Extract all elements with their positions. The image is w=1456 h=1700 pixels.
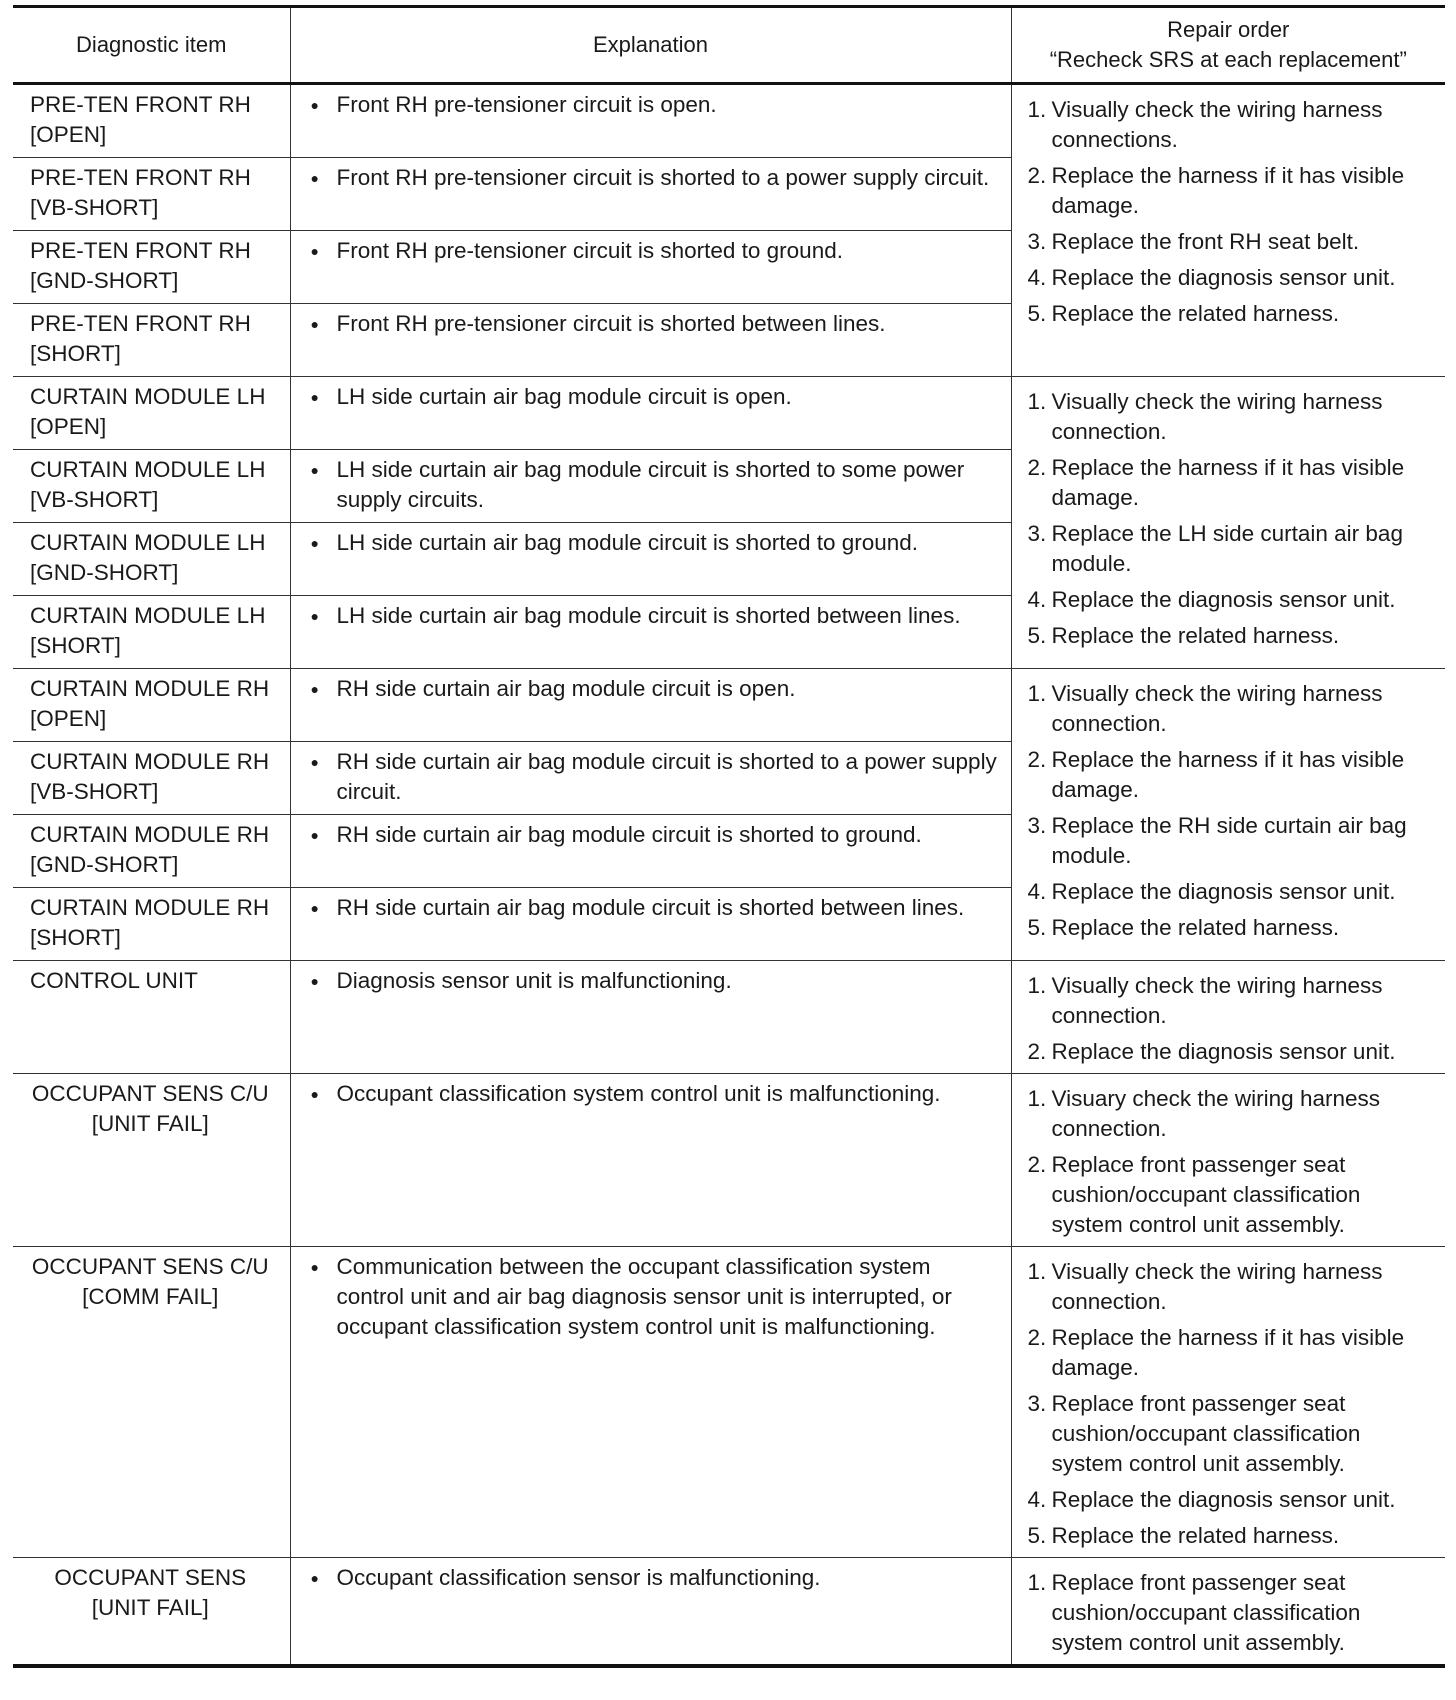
repair-order-cell (1011, 1074, 1445, 1247)
repair-step (1028, 745, 1438, 805)
repair-step-text: Visuary check the wiring harness connection. (1051, 1086, 1380, 1141)
repair-step-number: 1. (1027, 389, 1047, 414)
table-row (13, 377, 1445, 450)
bullet-icon: ● (310, 1259, 319, 1275)
repair-step-number: 2. (1027, 1325, 1047, 1350)
explanation-text: RH side curtain air bag module circuit is shorted to a power supply circuit. (336, 749, 997, 804)
header-repair-note: “Recheck SRS at each replacement” (1049, 47, 1407, 72)
bullet-icon: ● (310, 535, 319, 551)
explanation-bullet (311, 820, 1003, 850)
repair-step (1028, 971, 1438, 1031)
header-diagnostic-item: Diagnostic item (13, 7, 290, 84)
repair-step (1028, 387, 1438, 447)
repair-step-text: Visually check the wiring harness connection. (1051, 973, 1383, 1028)
repair-step (1028, 227, 1438, 257)
table-row (13, 1074, 1445, 1247)
repair-order-cell (1011, 961, 1445, 1074)
bullet-icon: ● (310, 754, 319, 770)
repair-step-number: 1. (1027, 1086, 1047, 1111)
repair-step-number: 1. (1027, 1259, 1047, 1284)
diagnostic-item-cell (13, 596, 290, 669)
diagnostic-item-code: [OPEN] (30, 706, 107, 731)
diagnostic-item-cell (13, 1074, 290, 1247)
header-explanation: Explanation (290, 7, 1011, 84)
repair-step-number: 5. (1027, 623, 1047, 648)
repair-step (1028, 1037, 1438, 1067)
repair-step-text: Visually check the wiring harness connection. (1051, 1259, 1383, 1314)
diagnostic-table-page (13, 5, 1445, 1668)
repair-step-number: 1. (1027, 1570, 1047, 1595)
explanation-cell (290, 1247, 1011, 1558)
explanation-cell (290, 815, 1011, 888)
header-repair-order (1011, 7, 1445, 84)
explanation-text: Communication between the occupant classification system control unit and air bag diagnosis sensor unit is interrupted, or occupant classification system control unit is malfunctioning. (336, 1254, 952, 1339)
repair-step-text: Replace front passenger seat cushion/occupant classification system control unit assembly. (1051, 1570, 1361, 1655)
explanation-cell (290, 961, 1011, 1074)
explanation-cell (290, 888, 1011, 961)
repair-step (1028, 453, 1438, 513)
bullet-icon: ● (310, 973, 319, 989)
bullet-icon: ● (310, 900, 319, 916)
explanation-bullet (311, 528, 1003, 558)
explanation-bullet (311, 309, 1003, 339)
explanation-cell (290, 450, 1011, 523)
explanation-text: Front RH pre-tensioner circuit is shorted between lines. (336, 311, 886, 336)
diagnostic-item-cell (13, 1558, 290, 1667)
explanation-bullet (311, 90, 1003, 120)
bullet-icon: ● (310, 243, 319, 259)
diagnostic-item-code: [SHORT] (30, 341, 121, 366)
repair-step-text: Visually check the wiring harness connection. (1051, 681, 1383, 736)
repair-step-number: 2. (1027, 1152, 1047, 1177)
repair-step (1028, 1257, 1438, 1317)
table-row (13, 961, 1445, 1074)
diagnostic-item-cell (13, 158, 290, 231)
repair-step-number: 3. (1027, 229, 1047, 254)
table-row (13, 669, 1445, 742)
table-body (13, 84, 1445, 1667)
repair-steps-list (1028, 971, 1438, 1067)
table-row (13, 1558, 1445, 1667)
repair-step-text: Visually check the wiring harness connections. (1051, 97, 1383, 152)
explanation-bullet (311, 1079, 1003, 1109)
explanation-cell (290, 1558, 1011, 1667)
diagnostic-item-name: CURTAIN MODULE RH (30, 749, 270, 774)
bullet-icon: ● (310, 1570, 319, 1586)
bullet-icon: ● (310, 1086, 319, 1102)
diagnostic-item-cell (13, 961, 290, 1074)
repair-step-text: Replace the diagnosis sensor unit. (1051, 879, 1396, 904)
explanation-text: RH side curtain air bag module circuit is shorted to ground. (336, 822, 922, 847)
repair-step-text: Replace the diagnosis sensor unit. (1051, 1487, 1396, 1512)
repair-step-text: Replace the harness if it has visible damage. (1051, 163, 1405, 218)
explanation-text: Front RH pre-tensioner circuit is shorted to a power supply circuit. (336, 165, 990, 190)
repair-step (1028, 877, 1438, 907)
repair-step-text: Replace front passenger seat cushion/occupant classification system control unit assembly. (1051, 1391, 1361, 1476)
diagnostic-item-cell (13, 523, 290, 596)
diagnostic-item-cell (13, 815, 290, 888)
diagnostic-item-name: PRE-TEN FRONT RH (30, 165, 251, 190)
repair-order-cell (1011, 1247, 1445, 1558)
diagnostic-item-code: [VB-SHORT] (30, 195, 159, 220)
repair-step-number: 4. (1027, 879, 1047, 904)
explanation-cell (290, 669, 1011, 742)
explanation-bullet (311, 382, 1003, 412)
diagnostic-item-code: [GND-SHORT] (30, 852, 179, 877)
repair-step (1028, 811, 1438, 871)
bullet-icon: ● (310, 681, 319, 697)
explanation-bullet (311, 236, 1003, 266)
bullet-icon: ● (310, 316, 319, 332)
bullet-icon: ● (310, 389, 319, 405)
diagnostic-item-cell (13, 888, 290, 961)
diagnostic-item-code: [VB-SHORT] (30, 487, 159, 512)
explanation-bullet (311, 601, 1003, 631)
repair-step-text: Replace the related harness. (1051, 301, 1340, 326)
diagnostic-item-name: OCCUPANT SENS (54, 1565, 247, 1590)
explanation-bullet (311, 1252, 1003, 1342)
repair-step (1028, 263, 1438, 293)
explanation-bullet (311, 674, 1003, 704)
repair-step (1028, 913, 1438, 943)
diagnostic-item-code: [SHORT] (30, 633, 121, 658)
repair-step-text: Visually check the wiring harness connection. (1051, 389, 1383, 444)
repair-step-number: 2. (1027, 163, 1047, 188)
repair-step (1028, 1084, 1438, 1144)
explanation-text: RH side curtain air bag module circuit is open. (336, 676, 796, 701)
repair-step-number: 3. (1027, 813, 1047, 838)
repair-step-text: Replace the diagnosis sensor unit. (1051, 265, 1396, 290)
repair-step-text: Replace the harness if it has visible damage. (1051, 747, 1405, 802)
bullet-icon: ● (310, 608, 319, 624)
explanation-text: LH side curtain air bag module circuit is shorted to some power supply circuits. (336, 457, 965, 512)
repair-step-number: 3. (1027, 521, 1047, 546)
repair-step (1028, 1568, 1438, 1658)
explanation-cell (290, 742, 1011, 815)
repair-step (1028, 1389, 1438, 1479)
diagnostic-item-name: CURTAIN MODULE RH (30, 676, 270, 701)
repair-steps-list (1028, 679, 1438, 943)
diagnostic-item-cell (13, 1247, 290, 1558)
explanation-bullet (311, 455, 1003, 515)
diagnostic-item-cell (13, 377, 290, 450)
diagnostic-item-name: CURTAIN MODULE LH (30, 384, 266, 409)
explanation-cell (290, 596, 1011, 669)
explanation-text: Diagnosis sensor unit is malfunctioning. (336, 968, 732, 993)
explanation-cell (290, 158, 1011, 231)
explanation-text: RH side curtain air bag module circuit is shorted between lines. (336, 895, 965, 920)
diagnostic-item-name: PRE-TEN FRONT RH (30, 92, 251, 117)
diagnostic-item-name: CONTROL UNIT (30, 968, 198, 993)
diagnostic-item-code: [UNIT FAIL] (91, 1595, 209, 1620)
repair-step (1028, 519, 1438, 579)
diagnostic-item-cell (13, 742, 290, 815)
bullet-icon: ● (310, 827, 319, 843)
explanation-text: LH side curtain air bag module circuit is open. (336, 384, 792, 409)
diagnostic-item-name: PRE-TEN FRONT RH (30, 311, 251, 336)
explanation-bullet (311, 1563, 1003, 1593)
repair-step (1028, 299, 1438, 329)
diagnostic-item-name: CURTAIN MODULE LH (30, 603, 266, 628)
repair-step-number: 5. (1027, 301, 1047, 326)
diagnostic-item-name: OCCUPANT SENS C/U (31, 1081, 269, 1106)
diagnostic-item-cell (13, 304, 290, 377)
bullet-icon: ● (310, 97, 319, 113)
repair-order-cell (1011, 669, 1445, 961)
diagnostic-item-code: [OPEN] (30, 414, 107, 439)
explanation-cell (290, 1074, 1011, 1247)
repair-step-number: 2. (1027, 747, 1047, 772)
repair-step-text: Replace the diagnosis sensor unit. (1051, 587, 1396, 612)
explanation-bullet (311, 893, 1003, 923)
repair-step (1028, 1485, 1438, 1515)
repair-step-number: 4. (1027, 587, 1047, 612)
diagnostic-item-code: [SHORT] (30, 925, 121, 950)
repair-step-number: 2. (1027, 1039, 1047, 1064)
repair-step (1028, 161, 1438, 221)
repair-step-number: 4. (1027, 265, 1047, 290)
repair-step (1028, 1150, 1438, 1240)
diagnostic-item-name: OCCUPANT SENS C/U (31, 1254, 269, 1279)
repair-step (1028, 585, 1438, 615)
repair-step-text: Replace the harness if it has visible damage. (1051, 1325, 1405, 1380)
explanation-cell (290, 84, 1011, 158)
repair-order-cell (1011, 1558, 1445, 1667)
repair-step-number: 3. (1027, 1391, 1047, 1416)
table-row (13, 1247, 1445, 1558)
diagnostic-item-code: [OPEN] (30, 122, 107, 147)
explanation-text: Occupant classification system control unit is malfunctioning. (336, 1081, 941, 1106)
diagnostic-item-name: CURTAIN MODULE RH (30, 895, 270, 920)
bullet-icon: ● (310, 462, 319, 478)
repair-step-number: 1. (1027, 681, 1047, 706)
explanation-bullet (311, 747, 1003, 807)
explanation-text: LH side curtain air bag module circuit is shorted between lines. (336, 603, 961, 628)
repair-step (1028, 95, 1438, 155)
repair-steps-list (1028, 387, 1438, 651)
explanation-bullet (311, 966, 1003, 996)
repair-step-text: Replace the harness if it has visible damage. (1051, 455, 1405, 510)
diagnostic-item-code: [UNIT FAIL] (91, 1111, 209, 1136)
repair-step-text: Replace the related harness. (1051, 623, 1340, 648)
explanation-cell (290, 231, 1011, 304)
diagnostic-item-code: [GND-SHORT] (30, 268, 179, 293)
repair-steps-list (1028, 1257, 1438, 1551)
table-row (13, 84, 1445, 158)
repair-step-text: Replace the related harness. (1051, 1523, 1340, 1548)
repair-step-text: Replace the RH side curtain air bag module. (1051, 813, 1407, 868)
explanation-cell (290, 523, 1011, 596)
repair-step-text: Replace the related harness. (1051, 915, 1340, 940)
explanation-text: LH side curtain air bag module circuit is shorted to ground. (336, 530, 919, 555)
repair-step-number: 2. (1027, 455, 1047, 480)
repair-steps-list (1028, 95, 1438, 329)
diagnostic-item-cell (13, 231, 290, 304)
explanation-bullet (311, 163, 1003, 193)
repair-step-text: Replace the diagnosis sensor unit. (1051, 1039, 1396, 1064)
repair-step-number: 5. (1027, 1523, 1047, 1548)
repair-step (1028, 1521, 1438, 1551)
repair-step-number: 4. (1027, 1487, 1047, 1512)
explanation-text: Front RH pre-tensioner circuit is open. (336, 92, 717, 117)
repair-step-number: 5. (1027, 915, 1047, 940)
diagnostic-item-name: CURTAIN MODULE LH (30, 457, 266, 482)
repair-step-text: Replace the LH side curtain air bag module. (1051, 521, 1403, 576)
diagnostic-item-cell (13, 669, 290, 742)
repair-step-number: 1. (1027, 97, 1047, 122)
explanation-cell (290, 377, 1011, 450)
bullet-icon: ● (310, 170, 319, 186)
diagnostic-item-name: CURTAIN MODULE RH (30, 822, 270, 847)
repair-steps-list (1028, 1568, 1438, 1658)
diagnostic-item-cell (13, 84, 290, 158)
diagnostic-item-name: PRE-TEN FRONT RH (30, 238, 251, 263)
repair-step (1028, 1323, 1438, 1383)
repair-step-text: Replace front passenger seat cushion/occupant classification system control unit assembly. (1051, 1152, 1361, 1237)
repair-order-cell (1011, 377, 1445, 669)
explanation-text: Front RH pre-tensioner circuit is shorted to ground. (336, 238, 843, 263)
repair-step-text: Replace the front RH seat belt. (1051, 229, 1360, 254)
repair-steps-list (1028, 1084, 1438, 1240)
repair-step (1028, 621, 1438, 651)
repair-step (1028, 679, 1438, 739)
explanation-cell (290, 304, 1011, 377)
table-header (13, 7, 1445, 84)
diagnostic-item-name: CURTAIN MODULE LH (30, 530, 266, 555)
header-repair-title: Repair order (1167, 17, 1290, 42)
repair-step-number: 1. (1027, 973, 1047, 998)
diagnostic-item-code: [VB-SHORT] (30, 779, 159, 804)
diagnostic-table (13, 5, 1445, 1668)
diagnostic-item-cell (13, 450, 290, 523)
diagnostic-item-code: [GND-SHORT] (30, 560, 179, 585)
repair-order-cell (1011, 84, 1445, 377)
explanation-text: Occupant classification sensor is malfunctioning. (336, 1565, 821, 1590)
diagnostic-item-code: [COMM FAIL] (82, 1284, 219, 1309)
